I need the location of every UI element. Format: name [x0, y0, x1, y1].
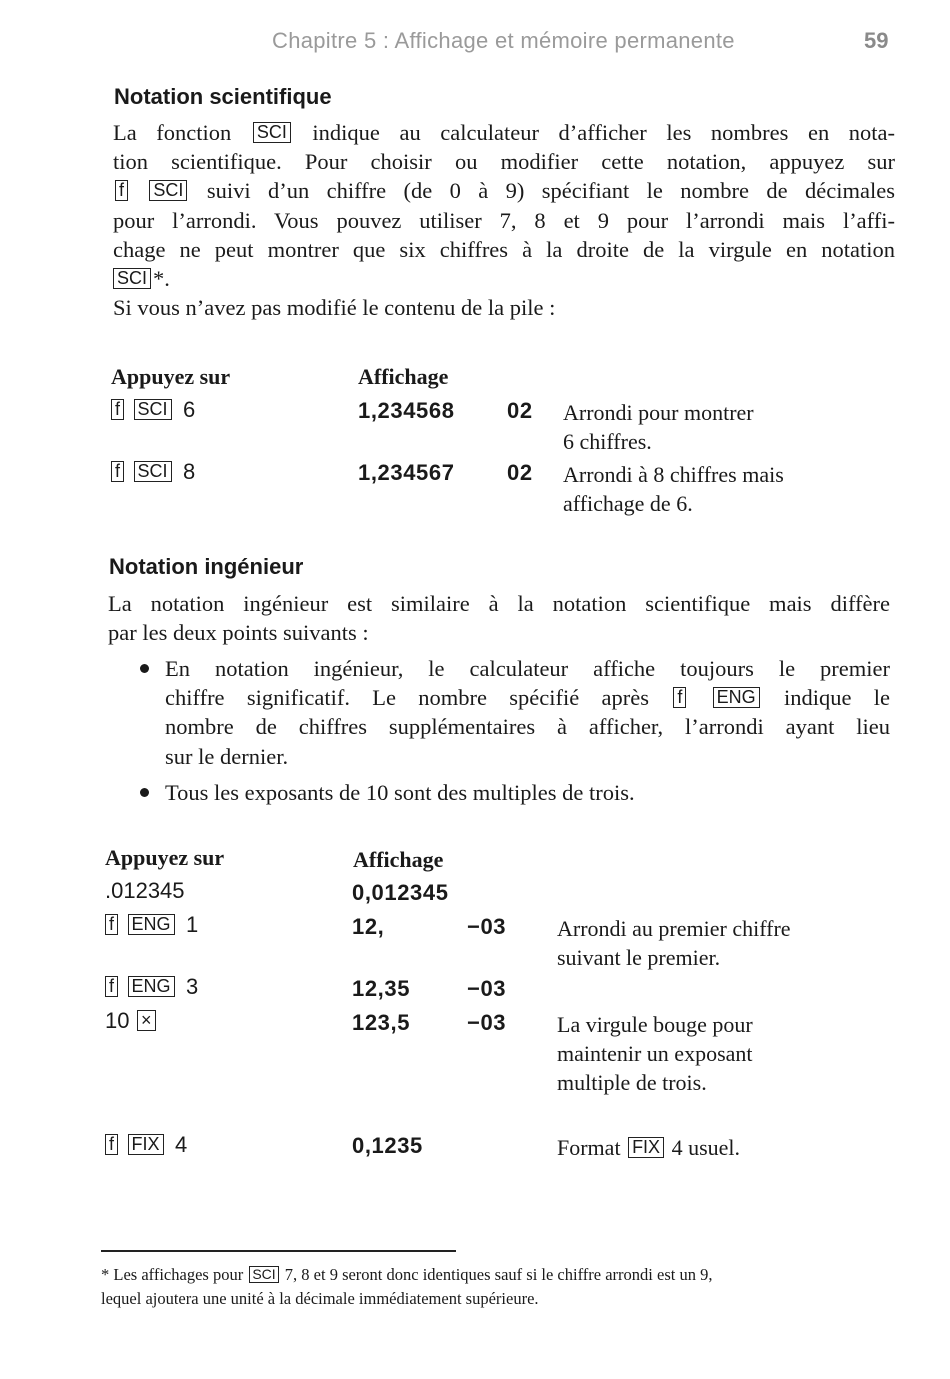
keystroke-sequence: [105, 912, 198, 938]
paragraph-line: La notation ingénieur est similaire à la notation scientifique mais diffère: [108, 591, 890, 616]
paragraph-line: [165, 683, 890, 712]
keystroke-sequence: [105, 1132, 187, 1158]
note-line: affichage de 6.: [563, 491, 693, 516]
text-fragment: 4 usuel.: [671, 1135, 741, 1160]
sci-key: SCI: [149, 180, 187, 201]
sci-key: SCI: [253, 122, 291, 143]
column-header-keys: Appuyez sur: [105, 845, 225, 870]
multiply-key: ×: [137, 1010, 156, 1031]
paragraph-line: tion scientifique. Pour choisir ou modifier cette notation, appuyez sur: [113, 149, 895, 175]
result-note: [557, 914, 791, 972]
eng-key: ENG: [713, 687, 760, 708]
f-key: f: [105, 1134, 118, 1155]
display-exponent: 02: [507, 398, 533, 423]
digit-key: 4: [175, 1132, 188, 1157]
result-note: [563, 398, 754, 456]
scientific-paragraph: [113, 118, 895, 322]
bullet-item: [165, 778, 635, 807]
sci-key: SCI: [113, 268, 151, 289]
paragraph-line: chage ne peut montrer que six chiffres à la droite de la virgule en notation: [113, 236, 895, 262]
display-exponent: −03: [467, 976, 507, 1001]
eng-key: ENG: [128, 914, 175, 935]
bullet-item: [165, 654, 890, 771]
eng-key: ENG: [128, 976, 175, 997]
result-note: [557, 1133, 740, 1162]
running-header-title: Chapitre 5 : Affichage et mémoire permanente: [272, 28, 735, 53]
result-note: [563, 460, 784, 518]
display-mantissa: 123,5: [352, 1010, 411, 1035]
section-heading-scientific: Notation scientifique: [114, 84, 332, 109]
column-header-keys: Appuyez sur: [111, 364, 231, 389]
display-value: 0,012345: [352, 880, 449, 905]
footnote-line: [101, 1263, 712, 1287]
display-exponent: −03: [467, 914, 507, 939]
f-key: f: [105, 914, 118, 935]
footnote-divider: [101, 1250, 456, 1252]
paragraph-line: [113, 118, 895, 147]
text-fragment: Format: [557, 1135, 621, 1160]
keystroke-sequence: [111, 459, 195, 485]
text-fragment: * Les affichages pour: [101, 1265, 244, 1284]
text-fragment: La fonction: [113, 120, 232, 145]
keystroke-sequence: [105, 974, 198, 1000]
sci-key: SCI: [134, 461, 172, 482]
note-line: Arrondi au premier chiffre: [557, 916, 791, 941]
paragraph-line: nombre de chiffres supplémentaires à afficher, l’arrondi ayant lieu: [165, 714, 890, 740]
display-mantissa: 12,: [352, 914, 385, 939]
f-key: f: [111, 399, 124, 420]
column-header-display: Affichage: [353, 847, 444, 872]
keystroke-sequence: .012345: [105, 878, 185, 903]
column-header-display: Affichage: [358, 364, 449, 389]
note-line: La virgule bouge pour: [557, 1012, 753, 1037]
display-value: 0,1235: [352, 1133, 423, 1158]
keystroke-sequence: [111, 397, 195, 423]
note-line: multiple de trois.: [557, 1070, 707, 1095]
digit-key: 8: [183, 459, 196, 484]
fix-key: FIX: [128, 1134, 164, 1155]
f-key: f: [673, 687, 686, 708]
text-fragment: suivi d’un chiffre (de 0 à 9) spécifiant le nombre de décimales: [206, 178, 895, 204]
note-line: Arrondi pour montrer: [563, 400, 754, 425]
paragraph-line: Si vous n’avez pas modifié le contenu de la pile :: [113, 295, 556, 321]
note-line: maintenir un exposant: [557, 1041, 753, 1066]
f-key: f: [111, 461, 124, 482]
display-mantissa: 1,234567: [358, 460, 455, 485]
digit-key: 6: [183, 397, 196, 422]
note-line: suivant le premier.: [557, 945, 721, 970]
note-line: 6 chiffres.: [563, 429, 652, 454]
sci-key: SCI: [134, 399, 172, 420]
fix-key: FIX: [628, 1137, 664, 1158]
paragraph-line: pour l’arrondi. Vous pouvez utiliser 7, 8 et 9 pour l’arrondi mais l’affi-: [113, 207, 895, 233]
display-mantissa: 1,234568: [358, 398, 455, 423]
display-exponent: 02: [507, 460, 533, 485]
f-key: f: [115, 180, 128, 201]
display-exponent: −03: [467, 1010, 507, 1035]
text-fragment: 7, 8 et 9 seront donc identiques sauf si le chiffre arrondi est un 9,: [284, 1265, 713, 1284]
engineering-paragraph: [108, 589, 890, 647]
page-number: 59: [864, 28, 889, 53]
display-mantissa: 12,35: [352, 976, 411, 1001]
note-line: Arrondi à 8 chiffres mais: [563, 462, 784, 487]
keystroke-sequence: [105, 1008, 158, 1034]
text-fragment: *.: [153, 266, 170, 292]
paragraph-line: sur le dernier.: [165, 743, 289, 769]
text-fragment: indique le: [784, 685, 891, 711]
number-entry: 10: [105, 1008, 130, 1033]
paragraph-line: [113, 264, 895, 293]
bullet-icon: [140, 664, 149, 673]
paragraph-line: par les deux points suivants :: [108, 620, 369, 646]
paragraph-line: Tous les exposants de 10 sont des multiples de trois.: [165, 780, 635, 805]
paragraph-line: [113, 176, 895, 205]
text-fragment: indique au calculateur d’afficher les nombres en nota-: [312, 120, 895, 145]
section-heading-engineering: Notation ingénieur: [109, 554, 304, 579]
footnote-line: lequel ajoutera une unité à la décimale immédiatement supérieure.: [101, 1289, 539, 1308]
bullet-icon: [140, 788, 149, 797]
digit-key: 1: [186, 912, 199, 937]
sci-key: SCI: [249, 1266, 278, 1283]
paragraph-line: En notation ingénieur, le calculateur affiche toujours le premier: [165, 656, 890, 681]
text-fragment: chiffre significatif. Le nombre spécifié après: [165, 685, 650, 711]
result-note: [557, 1010, 753, 1097]
digit-key: 3: [186, 974, 199, 999]
f-key: f: [105, 976, 118, 997]
footnote: [101, 1263, 712, 1311]
